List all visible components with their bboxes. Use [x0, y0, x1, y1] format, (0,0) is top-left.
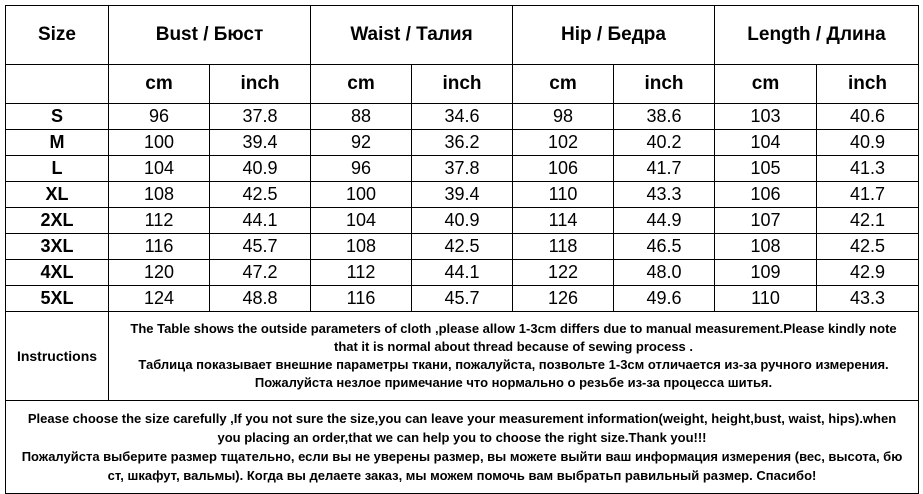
measurement-cell: 110 [715, 286, 817, 312]
measurement-cell: 104 [715, 130, 817, 156]
waist-header: Waist / Талия [311, 6, 513, 65]
measurement-cell: 38.6 [614, 104, 715, 130]
measurement-cell: 112 [109, 208, 210, 234]
measurement-cell: 45.7 [412, 286, 513, 312]
measurement-cell: 104 [311, 208, 412, 234]
note-row [6, 401, 919, 494]
measurement-cell: 41.3 [817, 156, 919, 182]
measurement-cell: 40.9 [817, 130, 919, 156]
table-row [6, 260, 919, 286]
measurement-cell: 120 [109, 260, 210, 286]
measurement-cell: 42.5 [412, 234, 513, 260]
measurement-cell: 39.4 [210, 130, 311, 156]
measurement-cell: 100 [311, 182, 412, 208]
measurement-cell: 118 [513, 234, 614, 260]
unit-inch: inch [210, 65, 311, 104]
measurement-cell: 96 [109, 104, 210, 130]
table-row [6, 234, 919, 260]
measurement-cell: 110 [513, 182, 614, 208]
unit-inch: inch [412, 65, 513, 104]
measurement-cell: 40.6 [817, 104, 919, 130]
instructions-line: Пожалуйста незлое примечание что нормально о резьбе из-за процесса шитья. [254, 375, 773, 390]
size-label: XL [6, 182, 109, 208]
measurement-cell: 106 [513, 156, 614, 182]
unit-inch: inch [817, 65, 919, 104]
size-label: S [6, 104, 109, 130]
measurement-cell: 126 [513, 286, 614, 312]
instructions-label: Instructions [6, 312, 109, 401]
measurement-cell: 116 [311, 286, 412, 312]
measurement-cell: 40.2 [614, 130, 715, 156]
measurement-cell: 45.7 [210, 234, 311, 260]
unit-cm: cm [513, 65, 614, 104]
measurement-cell: 114 [513, 208, 614, 234]
measurement-cell: 44.1 [210, 208, 311, 234]
table-row [6, 130, 919, 156]
measurement-cell: 42.9 [817, 260, 919, 286]
size-label: 2XL [6, 208, 109, 234]
note-text [6, 401, 919, 494]
measurement-cell: 100 [109, 130, 210, 156]
measurement-cell: 46.5 [614, 234, 715, 260]
measurement-cell: 43.3 [817, 286, 919, 312]
measurement-cell: 42.5 [817, 234, 919, 260]
unit-row [6, 65, 919, 104]
unit-cm: cm [715, 65, 817, 104]
measurement-cell: 47.2 [210, 260, 311, 286]
size-rows [6, 104, 919, 312]
size-label: L [6, 156, 109, 182]
measurement-cell: 116 [109, 234, 210, 260]
size-table [5, 5, 919, 494]
measurement-cell: 42.5 [210, 182, 311, 208]
measurement-cell: 103 [715, 104, 817, 130]
hip-header: Hip / Бедра [513, 6, 715, 65]
measurement-cell: 37.8 [210, 104, 311, 130]
unit-inch: inch [614, 65, 715, 104]
measurement-cell: 43.3 [614, 182, 715, 208]
measurement-cell: 112 [311, 260, 412, 286]
bust-header: Bust / Бюст [109, 6, 311, 65]
size-label: M [6, 130, 109, 156]
size-label: 5XL [6, 286, 109, 312]
unit-blank [6, 65, 109, 104]
unit-cm: cm [311, 65, 412, 104]
measurement-cell: 108 [715, 234, 817, 260]
note-line: ст, шкафут, вальмы). Когда вы делаете заказ, мы можем помочь вам выбратьп равильный размер. Спасибо! [107, 468, 817, 483]
size-label: 3XL [6, 234, 109, 260]
measurement-cell: 92 [311, 130, 412, 156]
table-row [6, 208, 919, 234]
measurement-cell: 96 [311, 156, 412, 182]
measurement-cell: 40.9 [210, 156, 311, 182]
measurement-cell: 88 [311, 104, 412, 130]
measurement-cell: 109 [715, 260, 817, 286]
measurement-cell: 41.7 [614, 156, 715, 182]
measurement-cell: 37.8 [412, 156, 513, 182]
note-line: Please choose the size carefully ,If you not sure the size,you can leave your measurement information(weight, height,bust, waist, hips).when [27, 411, 897, 426]
measurement-cell: 41.7 [817, 182, 919, 208]
note-line: you placing an order,that we can help you to choose the right size.Thank you!!! [217, 430, 707, 445]
note-line: Пожалуйста выберите размер тщательно, если вы не уверены размер, вы можете выйти ваш информация измерения (вес, высота, бю [21, 449, 903, 464]
table-row [6, 104, 919, 130]
measurement-cell: 122 [513, 260, 614, 286]
instructions-line: Таблица показывает внешние параметры ткани, пожалуйста, позвольте 1-3см отличается из-за ручного измерения. [138, 357, 889, 372]
measurement-cell: 44.9 [614, 208, 715, 234]
measurement-cell: 49.6 [614, 286, 715, 312]
size-label: 4XL [6, 260, 109, 286]
table-row [6, 182, 919, 208]
measurement-cell: 40.9 [412, 208, 513, 234]
table-row [6, 286, 919, 312]
instructions-line: that it is normal about thread because of sewing process . [333, 339, 694, 354]
measurement-cell: 48.8 [210, 286, 311, 312]
measurement-cell: 98 [513, 104, 614, 130]
measurement-cell: 102 [513, 130, 614, 156]
measurement-cell: 124 [109, 286, 210, 312]
size-header: Size [6, 6, 109, 65]
measurement-cell: 36.2 [412, 130, 513, 156]
instructions-row [6, 312, 919, 401]
header-row [6, 6, 919, 65]
length-header: Length / Длина [715, 6, 919, 65]
measurement-cell: 108 [311, 234, 412, 260]
measurement-cell: 104 [109, 156, 210, 182]
instructions-line: The Table shows the outside parameters of cloth ,please allow 1-3cm differs due to manual measurement.Please kindly note [130, 321, 897, 336]
measurement-cell: 108 [109, 182, 210, 208]
measurement-cell: 106 [715, 182, 817, 208]
measurement-cell: 42.1 [817, 208, 919, 234]
table-row [6, 156, 919, 182]
instructions-text [109, 312, 919, 401]
measurement-cell: 39.4 [412, 182, 513, 208]
measurement-cell: 105 [715, 156, 817, 182]
measurement-cell: 34.6 [412, 104, 513, 130]
unit-cm: cm [109, 65, 210, 104]
measurement-cell: 44.1 [412, 260, 513, 286]
measurement-cell: 48.0 [614, 260, 715, 286]
measurement-cell: 107 [715, 208, 817, 234]
